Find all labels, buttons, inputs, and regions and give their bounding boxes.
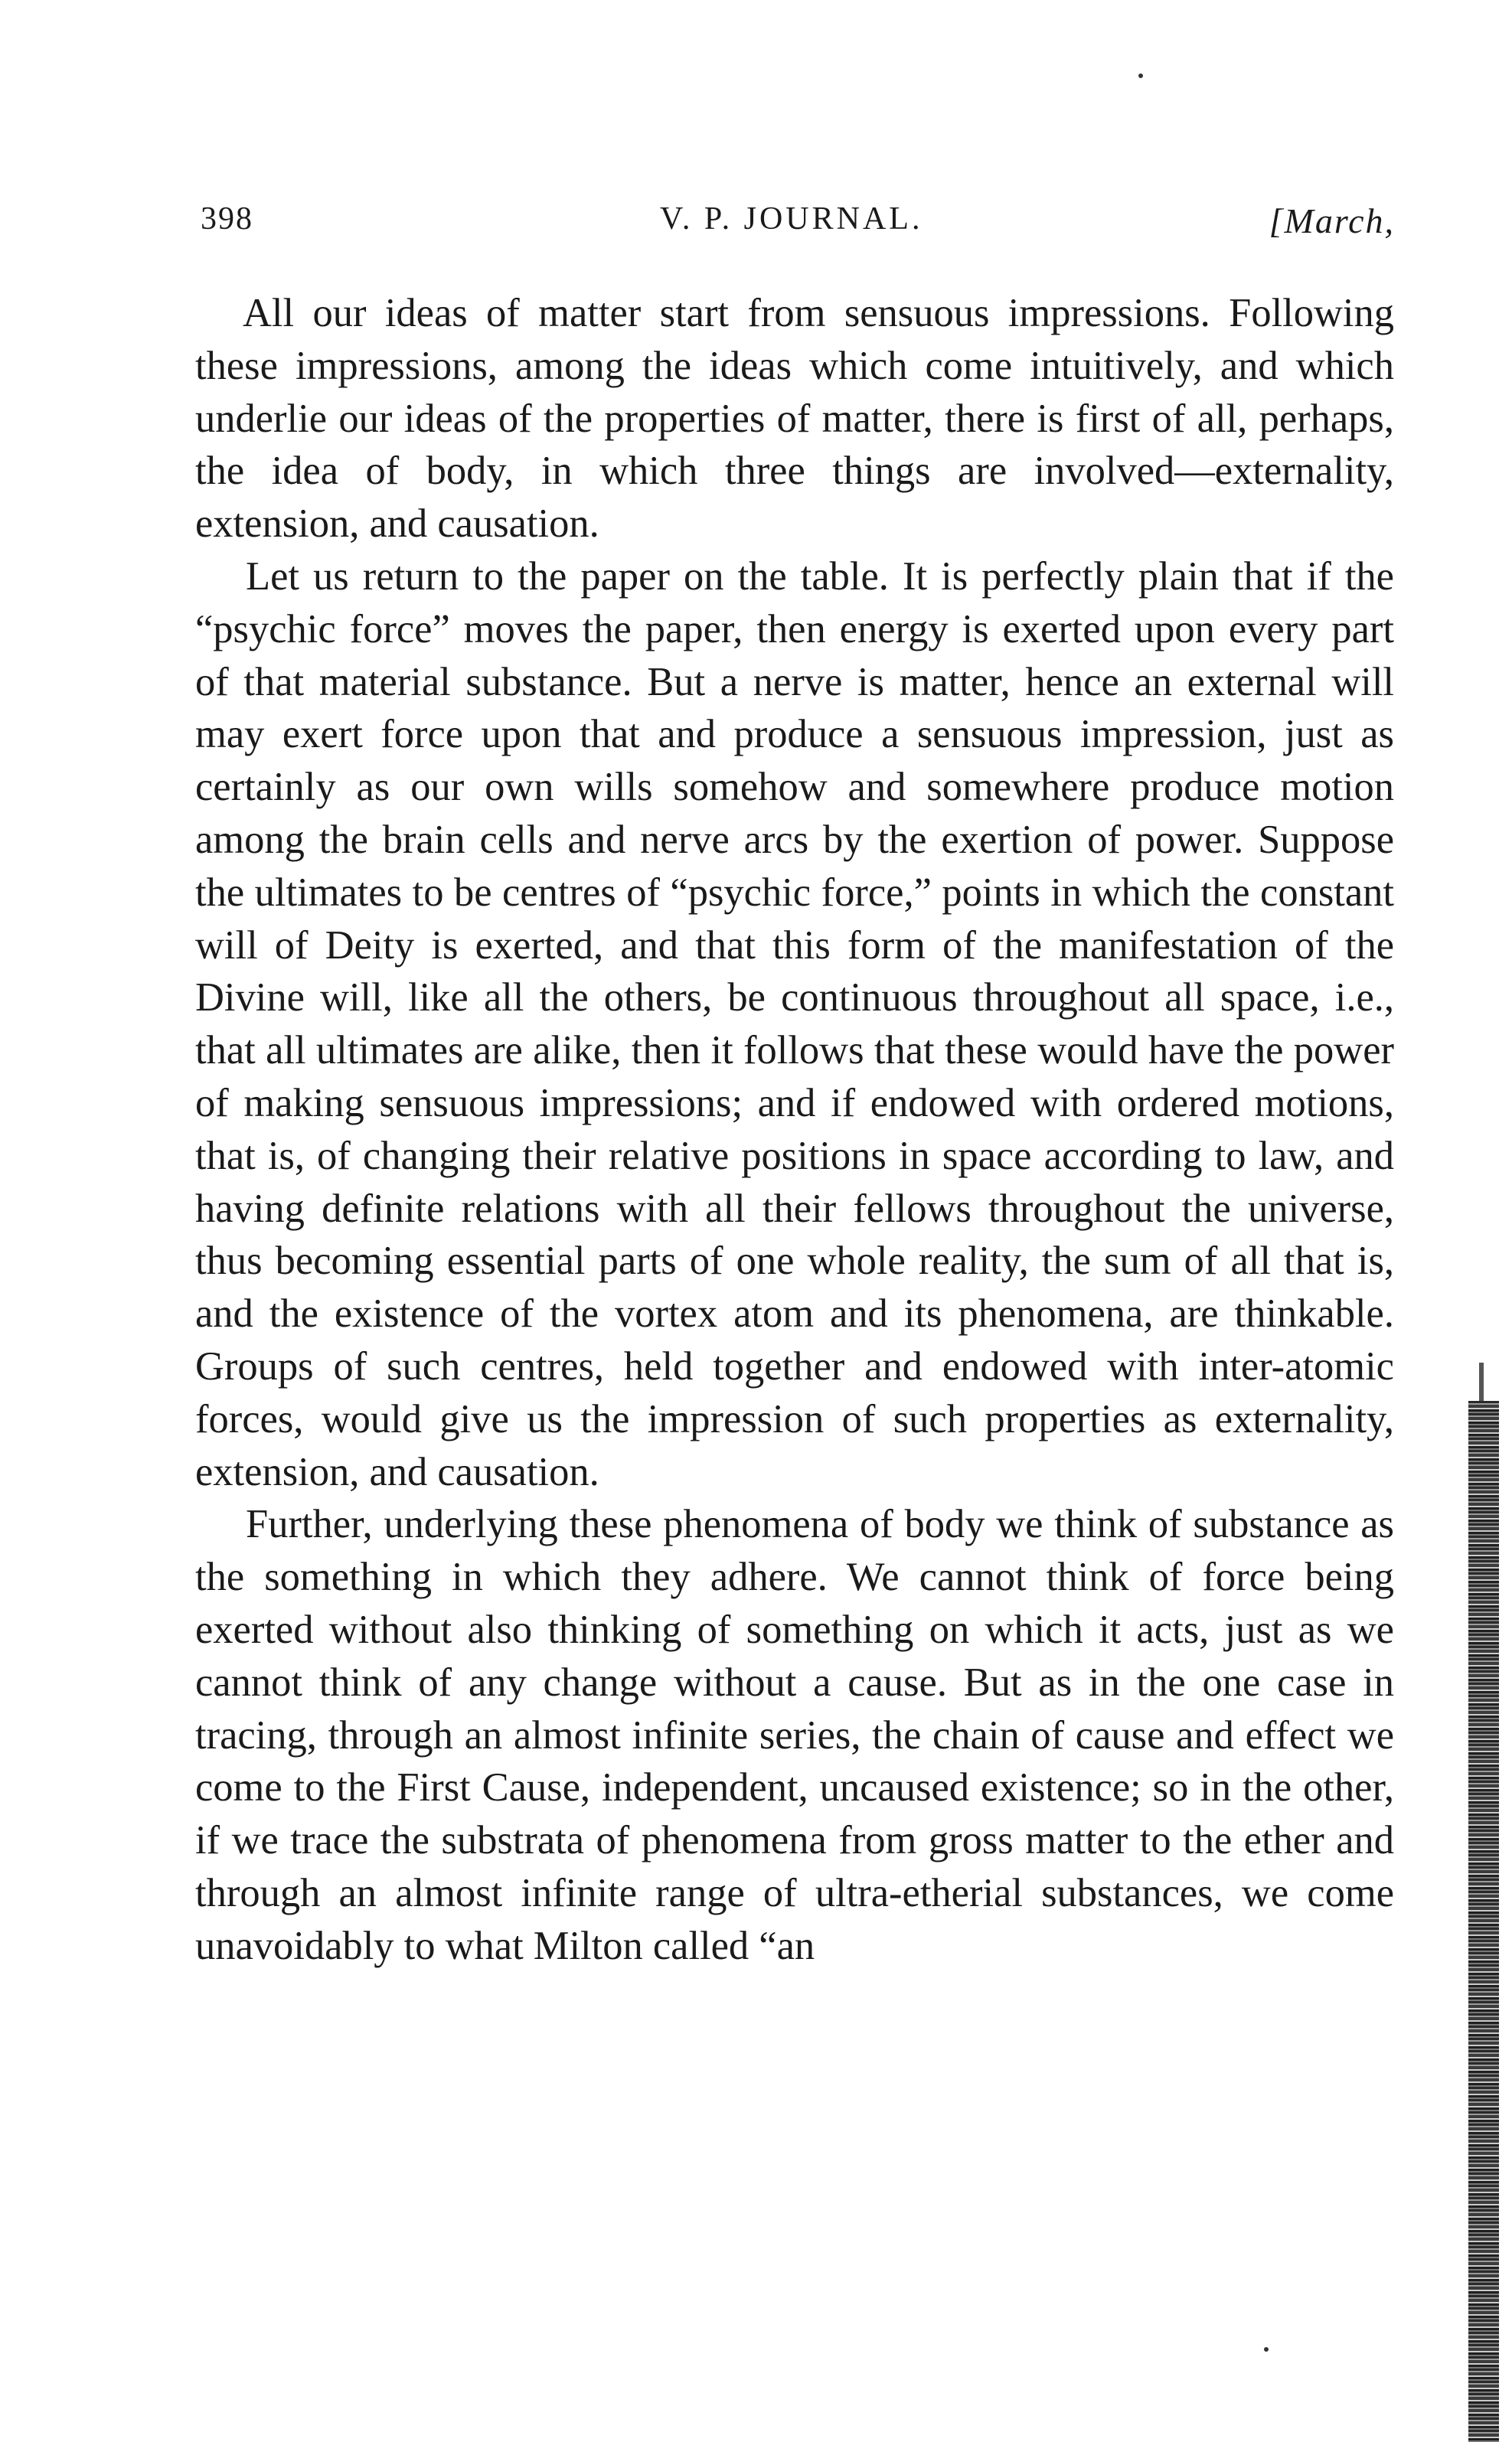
scan-edge-strip: [1468, 1401, 1499, 2442]
page-number: 398: [201, 201, 253, 237]
paragraph-2: Let us return to the paper on the table. It is perfectly plain that if the “psychic force” moves the paper, then energy is exerted upon every part of that material substance. But a nerve is matter, hence an external will may exert force upon that and produce a sensuous impression, just as certainly as our own wills somehow and somewhere produce motion among the brain cells and nerve arcs by the exertion of power. Suppose the ultimates to be centres of “psychic force,” points in which the constant will of Deity is exerted, and that this form of the manifestation of the Divine will, like all the others, be continuous throughout all space, i.e., that all ultimates are alike, then it follows that these would have the power of making sensuous impressions; and if endowed with ordered motions, that is, of changing their relative positions in space according to law, and having definite relations with all their fellows throughout the universe, thus becoming essential parts of one whole reality, the sum of all that is, and the existence of the vortex atom and its phenomena, are thinkable. Groups of such centres, held together and endowed with inter-atomic forces, would give us the impression of such properties as externality, extension, and causation.: [195, 553, 1394, 1494]
journal-title: V. P. JOURNAL.: [660, 201, 923, 237]
paragraph-1: All our ideas of matter start from sensuous impressions. Following these impressions, among the ideas which come intuitively, and which underlie our ideas of the properties of matter, there is first of all, perhaps, the idea of body, in which three things are involved—externality, extension, and causation.: [195, 291, 1394, 547]
issue-month: [March,: [1269, 201, 1395, 240]
paragraph-3: Further, underlying these phenomena of body we think of substance as the something in which they adhere. We cannot think of force being exerted without also thinking of something on which it acts, just as we cannot think of any change without a cause. But as in the one case in tracing, through an almost infinite series, the chain of cause and effect we come to the First Cause, independent, uncaused existence; so in the other, if we trace the substrata of phenomena from gross matter to the ether and through an almost infinite range of ultra-etherial substances, we come unavoidably to what Milton called “an: [195, 1502, 1394, 1968]
speck-mark: [1264, 2347, 1269, 2352]
body-text: [195, 287, 1394, 1973]
speck-mark: [1138, 73, 1143, 78]
running-head: [201, 201, 1395, 254]
